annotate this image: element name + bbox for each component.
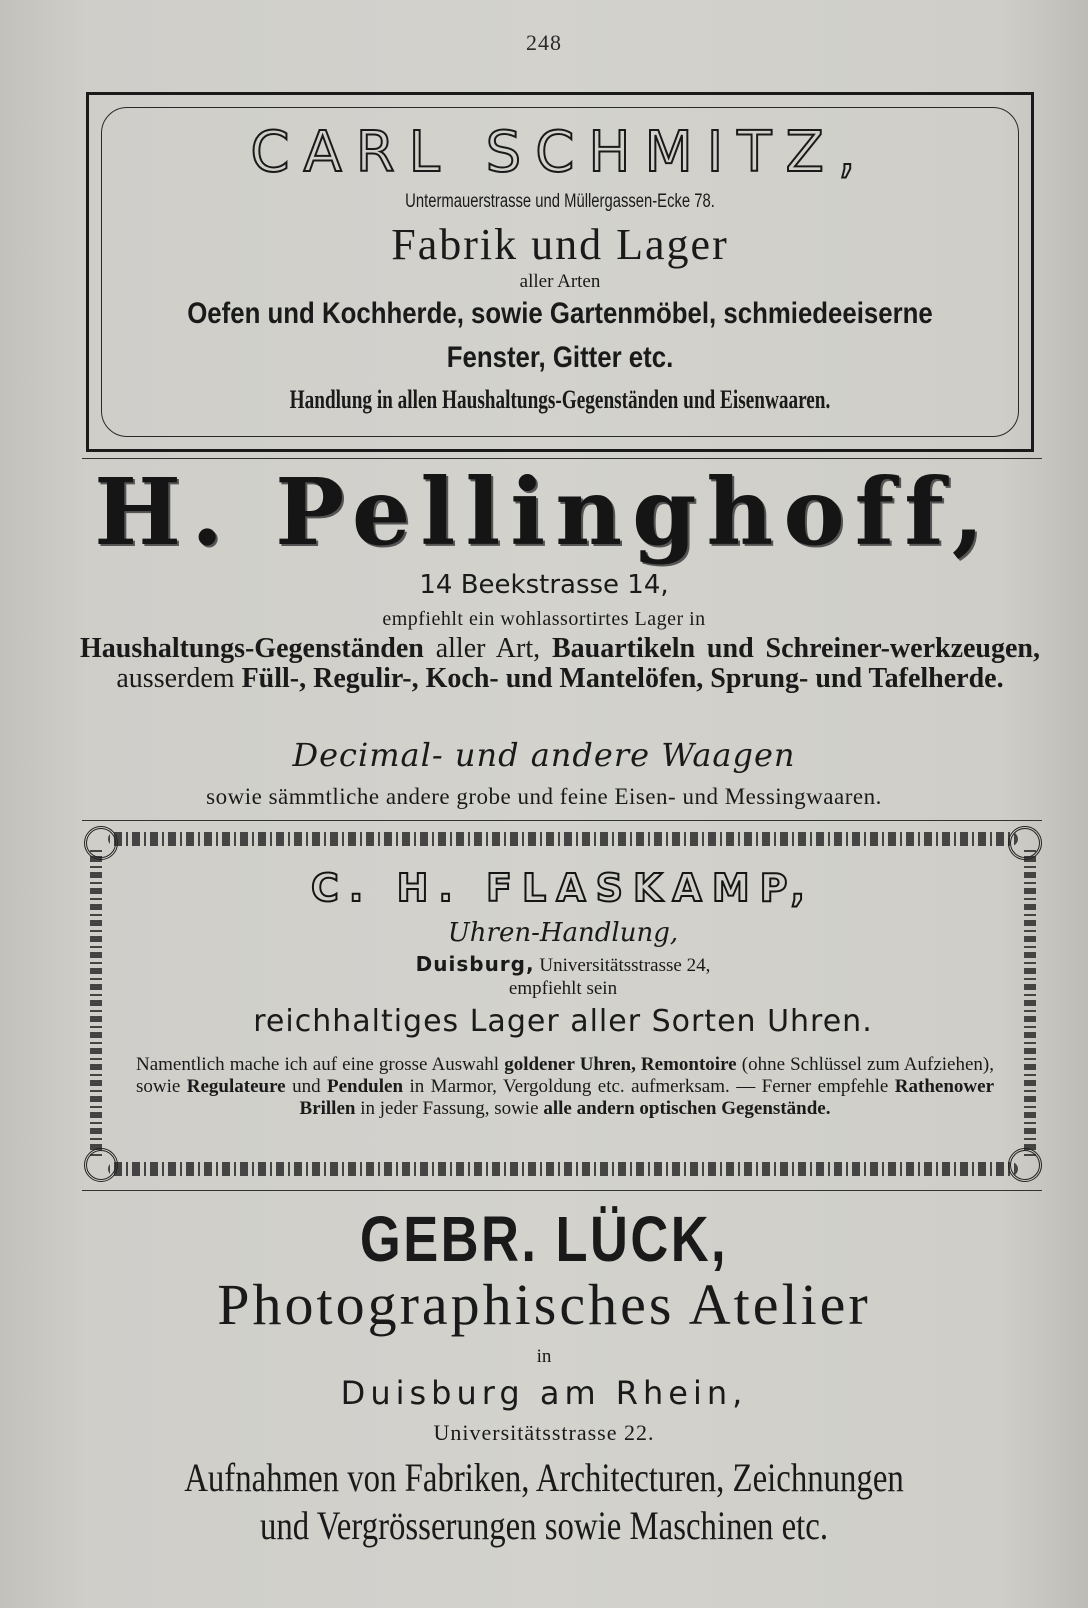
divider-rule <box>82 1190 1042 1191</box>
ad-body-text: in jeder Fassung, sowie <box>355 1098 544 1119</box>
ad-body-text: Namentlich mache ich auf eine grosse Auswahl <box>136 1054 505 1075</box>
ad-intro: empfiehlt ein wohlassortirtes Lager in <box>382 608 706 630</box>
ad-body-bold: Rathenower Brillen <box>299 1076 994 1119</box>
ad-intro: empfiehlt sein <box>508 978 618 999</box>
corner-ornament <box>84 1148 118 1182</box>
ad-body-bold: Pendulen <box>327 1076 404 1097</box>
company-address: 14 Beekstrasse 14, <box>419 570 669 600</box>
company-name: CARL SCHMITZ, <box>250 120 870 185</box>
ad-body-text: ausserdem <box>116 663 242 694</box>
company-address <box>84 952 1042 977</box>
city-name: Duisburg am Rhein, <box>340 1374 748 1412</box>
page-number: 248 <box>526 30 562 55</box>
ad-headline: Photographisches Atelier <box>217 1272 871 1337</box>
street-address: Universitätsstrasse 24, <box>534 955 711 976</box>
chain-border-top <box>108 832 1018 846</box>
ad-services-line: und Vergrösserungen sowie Maschinen etc. <box>259 1503 829 1548</box>
ad-body <box>136 1054 994 1120</box>
corner-ornament <box>84 826 118 860</box>
divider-rule <box>82 820 1042 821</box>
city-name: Duisburg, <box>415 952 535 976</box>
ad-body-bold: Füll-, Regulir-, Koch- und Mantelöfen, Sprung- und Tafelherde. <box>241 663 1004 694</box>
ad-carl-schmitz <box>86 92 1034 452</box>
ad-body-text: aller Art, <box>423 633 552 664</box>
business-type: Uhren-Handlung, <box>447 918 679 948</box>
company-name: GEBR. LÜCK, <box>359 1203 729 1275</box>
ad-body-bold: Haushaltungs-Gegenständen <box>80 633 424 664</box>
ad-subline: aller Arten <box>519 271 601 292</box>
street-address: Universitätsstrasse 22. <box>433 1420 655 1445</box>
company-name: C. H. FLASKAMP, <box>311 866 815 910</box>
ad-products-line: Oefen und Kochherde, sowie Gartenmöbel, schmiedeeiserne <box>187 297 933 330</box>
ad-scales-line: Decimal- und andere Waagen <box>292 736 796 774</box>
corner-ornament <box>1008 826 1042 860</box>
ad-body-text: und <box>285 1076 327 1097</box>
ad-body-text: (ohne Schlüssel zum Aufziehen), sowie <box>136 1054 994 1097</box>
ad-headline: reichhaltiges Lager aller Sorten Uhren. <box>253 1004 873 1039</box>
chain-border-bottom <box>108 1162 1018 1176</box>
ad-body-bold: Bauartikeln und Schreiner-werkzeugen, <box>551 633 1040 664</box>
company-address: Untermauerstrasse und Müllergassen-Ecke 78. <box>405 191 715 212</box>
ad-connector: in <box>536 1346 552 1367</box>
ad-trade-line: Handlung in allen Haushaltungs-Gegenständen und Eisenwaaren. <box>289 385 831 414</box>
company-name: H. Pellinghoff, <box>94 458 994 566</box>
ad-body-bold: Regulateure <box>186 1076 286 1097</box>
ad-body-text: in Marmor, Vergoldung etc. aufmerksam. — Ferner empfehle <box>403 1076 895 1097</box>
ad-headline: Fabrik und Lager <box>391 220 729 269</box>
corner-ornament <box>1008 1148 1042 1182</box>
ad-body-bold: alle andern optischen Gegenstände. <box>543 1098 831 1119</box>
ad-footer-line: sowie sämmtliche andere grobe und feine Eisen- und Messingwaaren. <box>206 784 882 809</box>
ad-body <box>80 634 1040 694</box>
ad-products-line: Fenster, Gitter etc. <box>446 341 674 374</box>
ad-services-line: Aufnahmen von Fabriken, Architecturen, Zeichnungen <box>184 1455 904 1500</box>
ad-flaskamp <box>84 826 1042 1182</box>
ad-body-bold: goldener Uhren, Remontoire <box>504 1054 737 1075</box>
